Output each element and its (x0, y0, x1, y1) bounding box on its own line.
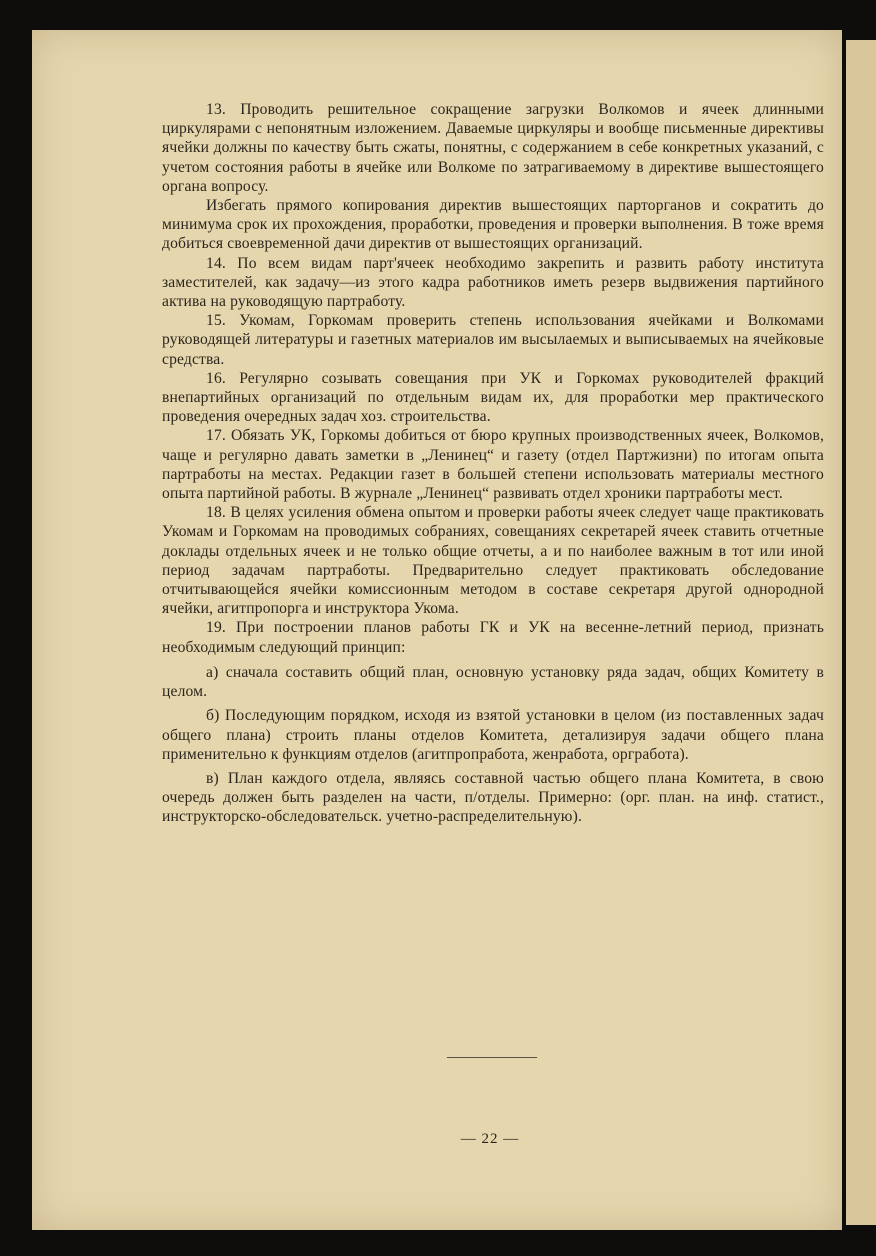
paragraph-15: 15. Укомам, Горкомам проверить степень использования ячейками и Волкомами руководящей литературы и газетных материалов им высылаемых и выписываемых на ячейковые средства. (162, 312, 824, 368)
subitem-a: а) сначала составить общий план, основную установку ряда задач, общих Комитету в целом. (162, 663, 824, 701)
paragraph-13: 13. Проводить решительное сокращение загрузки Волкомов и ячеек длинными циркулярами с непонятным изложением. Даваемые циркуляры и вообще письменные директивы ячейки должны по качеству быть сжаты, понятны, с содержанием в себе конкретных указаний, с учетом состояния работы в ячейке или Волкоме по затрагиваемому в директиве вышестоящего органа вопросу. (162, 101, 824, 195)
subitem-c: в) План каждого отдела, являясь составной частью общего плана Комитета, в свою очередь должен быть разделен на части, п/отделы. Примерно: (орг. план. на инф. статист., инструкторско-обследовательск. учетно-распределительную). (162, 769, 824, 826)
paragraph-13-continued: Избегать прямого копирования директив вышестоящих парторганов и сократить до минимума срок их прохождения, проработки, проведения и проверки выполнения. В тоже время добиться своевременной дачи директив от вышестоящих организаций. (162, 197, 824, 253)
paragraph-16: 16. Регулярно созывать совещания при УК и Горкомах руководителей фракций внепартийных организаций по отдельным видам их, для проработки мер практического проведения очередных задач хоз. строительства. (162, 369, 824, 426)
subitem-b: б) Последующим порядком, исходя из взятой установки в целом (из поставленных задач общего плана) строить планы отделов Комитета, детализируя задачи общего плана применительно к функциям отделов (агитпропработа, женработа, оргработа). (162, 707, 824, 763)
paragraph-18: 18. В целях усиления обмена опытом и проверки работы ячеек следует чаще практиковать Укомам и Горкомам на проводимых собраниях, совещаниях секретарей ячеек ставить отчетные доклады отдельных ячеек и не только общие отчеты, а и по наиболее важным в тот или иной период задачам партработы. Предварительно следует практиковать обследование отчитывающейся ячейки комиссионным методом в составе секретаря другой однородной ячейки, агитпропорга и инструктора Укома. (162, 504, 824, 618)
paragraph-19: 19. При построении планов работы ГК и УК на весенне-летний период, признать необходимым следующий принцип: (162, 619, 824, 656)
paragraph-17: 17. Обязать УК, Горкомы добиться от бюро крупных производственных ячеек, Волкомов, чаще и регулярно давать заметки в „Ленинец“ и газету (отдел Партжизни) по итогам опыта партработы на местах. Редакции газет в большей степени использовать материалы местного опыта партийной работы. В журнале „Ленинец“ развивать отдел хроники партработы мест. (162, 427, 824, 503)
adjacent-page-edge (846, 40, 876, 1225)
document-body (162, 100, 824, 827)
page-number: — 22 — (460, 1131, 520, 1147)
section-divider (447, 1057, 537, 1058)
paragraph-14: 14. По всем видам парт'ячеек необходимо закрепить и развить работу института заместителей, как задачу—из этого кадра работников иметь резерв выдвижения партийного актива на руководящую партработу. (162, 254, 824, 311)
